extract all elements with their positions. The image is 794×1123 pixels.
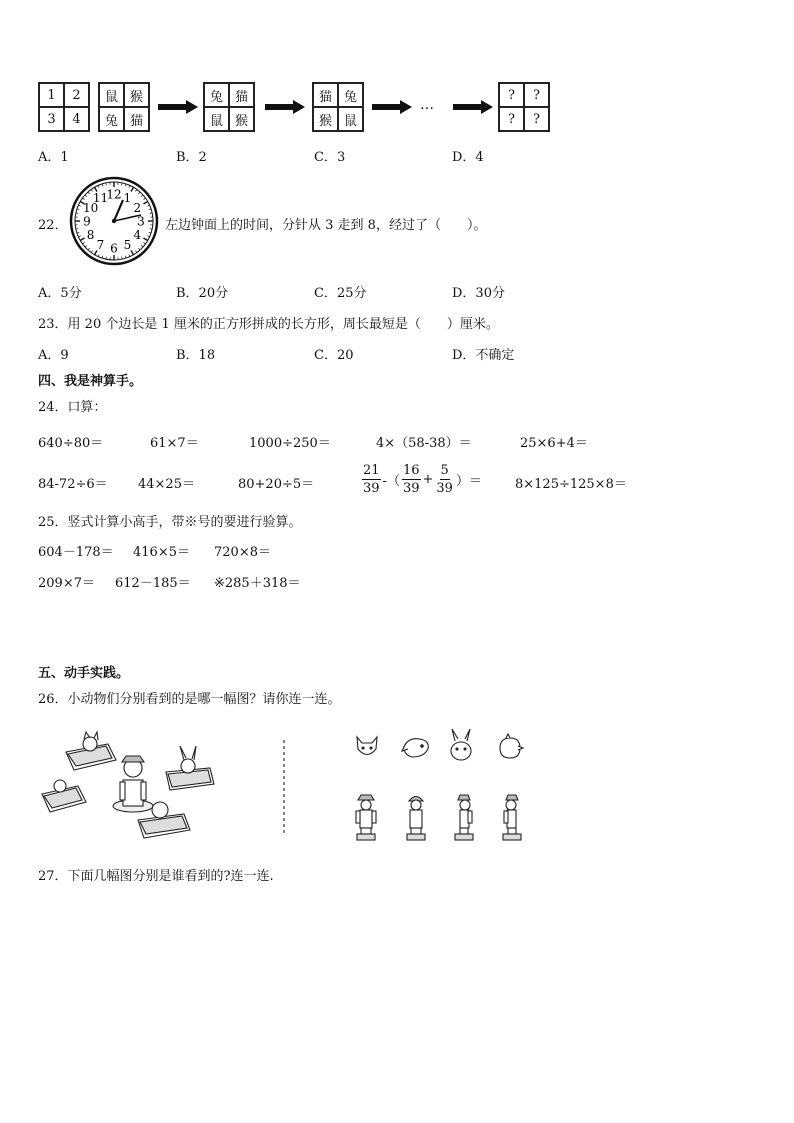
- grid-cell: 4: [64, 107, 89, 131]
- option-b: B．20分: [176, 286, 229, 301]
- clock-number: 8: [86, 228, 95, 242]
- calc-item: 720×8＝: [214, 545, 271, 560]
- numerator: 21: [363, 463, 380, 478]
- arrow-right-icon: [265, 100, 305, 114]
- fraction-expression: [360, 462, 482, 497]
- grid-cell: 1: [39, 83, 64, 107]
- calc-item: 44×25＝: [138, 477, 195, 492]
- grid-cell: 猴: [124, 83, 149, 107]
- question-title: 26．小动物们分别看到的是哪一幅图？请你连一连。: [38, 692, 341, 707]
- grid-cell: ?: [524, 83, 549, 107]
- option-d: D．4: [452, 150, 484, 165]
- calc-item: 8×125÷125×8＝: [515, 477, 627, 492]
- clock-number: 7: [96, 237, 105, 252]
- fraction: [402, 462, 421, 497]
- clock-number: 9: [83, 214, 91, 229]
- option-c: C．3: [314, 150, 346, 165]
- fraction: [435, 462, 454, 497]
- grid-cell: 兔: [99, 107, 124, 131]
- calc-item: 612－185＝: [115, 576, 191, 591]
- calc-item: 1000÷250＝: [249, 436, 331, 451]
- option-d: D．不确定: [452, 348, 515, 363]
- calc-item: 61×7＝: [150, 436, 199, 451]
- grid-cell: 猴: [313, 107, 338, 131]
- grid-cell: 猫: [229, 83, 254, 107]
- numerator: 5: [440, 463, 449, 478]
- grid-cell: 猫: [313, 83, 338, 107]
- operator: +: [422, 472, 434, 487]
- dashed-divider: [282, 740, 286, 834]
- grid-cell: 鼠: [204, 107, 229, 131]
- operator: -（: [382, 474, 400, 489]
- grid-cell: 猫: [124, 107, 149, 131]
- clock-number: 12: [106, 187, 122, 202]
- clock-number: 6: [110, 241, 118, 256]
- calc-item: 84-72÷6＝: [38, 477, 108, 492]
- clock-number: 5: [123, 237, 132, 252]
- option-a: A．5分: [38, 286, 82, 301]
- grid-1: [38, 82, 90, 132]
- grid-cell: 兔: [338, 83, 363, 107]
- grid-cell: 兔: [204, 83, 229, 107]
- question-text: 23．用 20 个边长是 1 厘米的正方形拼成的长方形，周长最短是（ ）厘米。: [38, 317, 499, 332]
- chick-head-icon: [494, 734, 524, 762]
- grid-cell: 猴: [229, 107, 254, 131]
- question-number: 22．: [38, 218, 68, 233]
- question-title: 25．竖式计算小高手，带※号的要进行验算。: [38, 515, 302, 530]
- police-figure-icon: [352, 792, 380, 842]
- question-text: 左边钟面上的时间，分针从 3 走到 8，经过了（ ）。: [165, 218, 487, 233]
- grid-cell: ?: [524, 107, 549, 131]
- option-c: C．25分: [314, 286, 367, 301]
- clock-number: 10: [82, 201, 99, 215]
- animals-scene-illustration: [38, 724, 228, 844]
- grid-2: [98, 82, 150, 132]
- calc-item: 416×5＝: [133, 545, 190, 560]
- denominator: 39: [436, 481, 453, 496]
- police-figure-icon: [450, 792, 478, 842]
- clock-number: 11: [92, 191, 109, 206]
- option-c: C．20: [314, 348, 354, 363]
- calc-item: 640÷80＝: [38, 436, 104, 451]
- grid-cell: 鼠: [99, 83, 124, 107]
- grid-cell: ?: [499, 83, 524, 107]
- option-a: A．9: [38, 348, 69, 363]
- calc-item: 80+20÷5＝: [238, 477, 315, 492]
- clock-number: 2: [133, 201, 142, 215]
- calc-item: 209×7＝: [38, 576, 95, 591]
- question-title: 24．口算：: [38, 400, 107, 415]
- section-title: 四、我是神算手。: [38, 374, 143, 389]
- clock-number: 3: [137, 214, 145, 229]
- option-b: B．2: [176, 150, 207, 165]
- grid-4: [312, 82, 364, 132]
- option-b: B．18: [176, 348, 216, 363]
- grid-5: [498, 82, 550, 132]
- fraction: [362, 462, 381, 497]
- grid-3: [203, 82, 255, 132]
- section-title: 五、动手实践。: [38, 666, 130, 681]
- calc-item: ※285＋318＝: [214, 576, 301, 591]
- rabbit-head-icon: [446, 727, 476, 763]
- calc-item: 25×6+4＝: [520, 436, 588, 451]
- arrow-right-icon: [158, 100, 198, 114]
- clock-number: 1: [123, 191, 132, 206]
- option-d: D．30分: [452, 286, 505, 301]
- calc-item: 4×（58-38）＝: [376, 436, 472, 451]
- ellipsis: …: [420, 97, 434, 113]
- question-title: 27．下面几幅图分别是谁看到的?连一连.: [38, 869, 274, 884]
- arrow-right-icon: [453, 100, 493, 114]
- numerator: 16: [402, 463, 420, 478]
- clock-icon: [69, 176, 159, 266]
- denominator: 39: [363, 481, 380, 496]
- grid-cell: 2: [64, 83, 89, 107]
- grid-cell: 鼠: [338, 107, 363, 131]
- clock-number: 4: [133, 228, 142, 242]
- police-figure-icon: [498, 792, 526, 842]
- arrow-right-icon: [372, 100, 412, 114]
- option-a: A．1: [38, 150, 69, 165]
- grid-cell: 3: [39, 107, 64, 131]
- police-figure-icon: [402, 792, 430, 842]
- fox-head-icon: [352, 733, 382, 761]
- calc-item: 604－178＝: [38, 545, 114, 560]
- dog-head-icon: [400, 735, 432, 761]
- denominator: 39: [402, 481, 420, 496]
- grid-cell: ?: [499, 107, 524, 131]
- operator: ）＝: [455, 474, 482, 489]
